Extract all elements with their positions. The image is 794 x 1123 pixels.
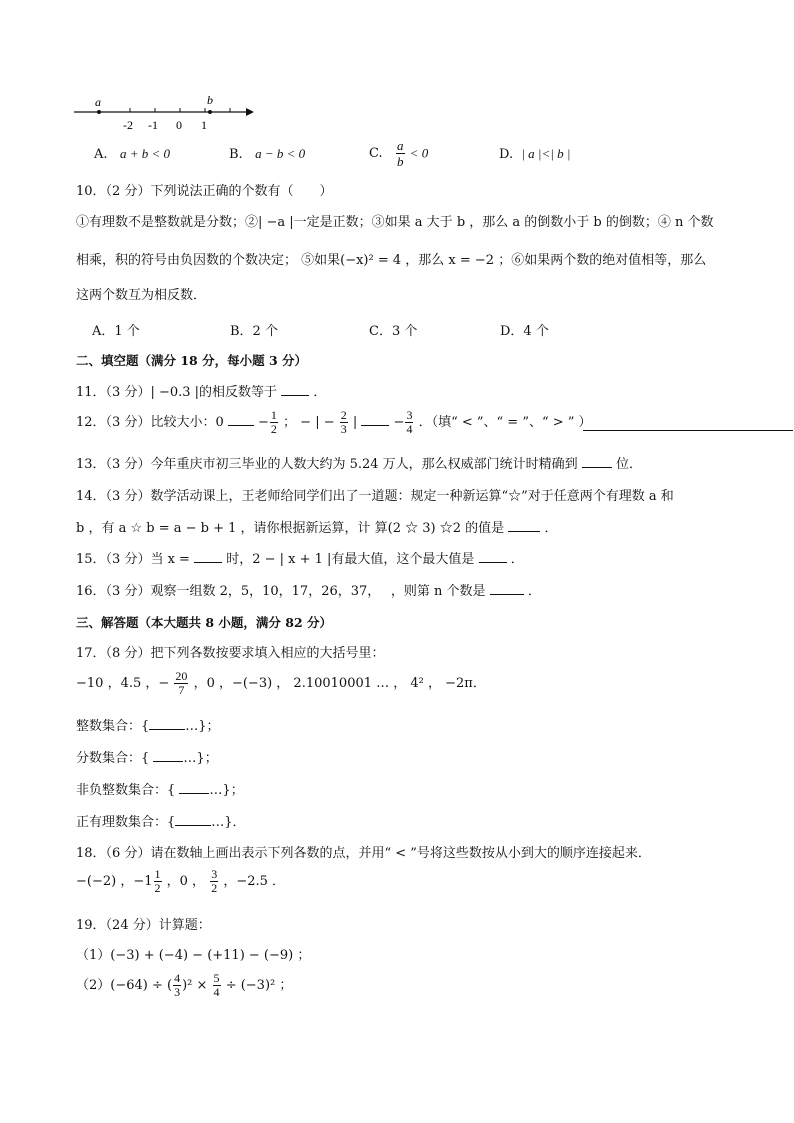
set-label: 非负整数集合：{ — [76, 783, 176, 798]
answer-blank[interactable] — [508, 519, 540, 532]
question-text: ． — [527, 584, 541, 599]
fraction-numerator: 1 — [270, 408, 277, 422]
q9-option-c — [369, 138, 428, 169]
set-end: …}； — [183, 751, 218, 766]
q10-line-3: 这两个数互为相反数． — [76, 288, 207, 303]
q10-option-b: B．2 个 — [230, 324, 278, 339]
fraction-numerator: 3 — [406, 408, 413, 422]
question-text: ，−2.5 ． — [223, 874, 286, 889]
answer-blank[interactable] — [582, 455, 612, 468]
fraction — [340, 409, 348, 436]
set-label: 整数集合：{ — [76, 719, 150, 734]
tick-label: -1 — [148, 118, 158, 132]
q17-numbers — [76, 670, 486, 697]
q13 — [76, 455, 642, 474]
fraction-denominator: 4 — [213, 985, 220, 999]
q14-line-1: 14．（3 分）数学活动课上，王老师给同学们出了一道题：规定一种新运算“☆”对于任意两个有理数 a 和 — [76, 489, 674, 504]
q9-option-b — [229, 146, 305, 162]
nonnegative-integer-set — [76, 781, 244, 800]
question-text: ÷ (−3)² ； — [225, 978, 293, 993]
question-text: 13．（3 分）今年重庆市初三毕业的人数大约为 5.24 万人，那么权威部门统计时精确到 — [76, 457, 578, 472]
question-text: ． — [544, 521, 558, 536]
set-end: …}． — [211, 815, 246, 830]
answer-blank[interactable] — [175, 813, 211, 826]
fraction — [213, 972, 221, 999]
number-line-arrow-icon — [246, 108, 254, 116]
integer-set — [76, 717, 220, 736]
number-line-figure — [70, 92, 270, 136]
fraction-numerator: 1 — [154, 867, 161, 881]
fraction-a-over-b — [396, 138, 405, 169]
fraction-denominator: 2 — [154, 881, 161, 895]
fraction-numerator: 3 — [211, 867, 218, 881]
answer-blank[interactable] — [228, 413, 254, 426]
question-text: ． — [313, 385, 327, 400]
fraction-denominator: 7 — [178, 683, 185, 697]
tick-label: 0 — [176, 118, 182, 132]
tick-label: -2 — [123, 118, 133, 132]
fraction — [405, 409, 413, 436]
question-text: −(−2) ，−1 — [76, 874, 153, 889]
q19-stem: 19．（24 分）计算题： — [76, 918, 211, 933]
set-label: 分数集合：{ — [76, 751, 150, 766]
question-text: ，0 ，−(−3) ， 2.10010001 … ， 4² ， −2π． — [193, 676, 486, 691]
answer-blank[interactable] — [194, 550, 222, 563]
option-letter: A. — [94, 147, 108, 162]
question-text: 时，2 − | x + 1 |有最大值，这个最大值是 — [226, 552, 475, 567]
fraction-numerator: 2 — [340, 408, 347, 422]
q19-part-1: （1）(−3) + (−4) − (+11) − (−9) ； — [76, 948, 311, 963]
question-text: 11．（3 分）| −0.3 |的相反数等于 — [76, 385, 278, 400]
answer-blank[interactable] — [281, 383, 309, 396]
fraction-denominator: b — [397, 154, 404, 169]
question-text: 15．（3 分）当 x = — [76, 552, 190, 567]
fraction-numerator: 4 — [174, 971, 181, 985]
fraction-numerator: 20 — [175, 669, 188, 683]
question-text: 位． — [615, 457, 642, 472]
fraction-denominator: 4 — [406, 422, 413, 436]
fraction-denominator: 2 — [211, 881, 218, 895]
fraction-numerator: a — [397, 138, 404, 153]
set-end: …}； — [185, 719, 220, 734]
option-expr: a + b < 0 — [119, 146, 170, 161]
q14-line-2 — [76, 519, 557, 538]
fraction-set — [76, 749, 218, 768]
question-text: ； − | − — [283, 415, 335, 430]
set-label: 正有理数集合：{ — [76, 815, 176, 830]
question-text: )² × — [182, 978, 208, 993]
answer-blank[interactable] — [490, 582, 524, 595]
set-end: …}； — [209, 783, 244, 798]
answer-blank[interactable] — [361, 413, 389, 426]
question-text: 12．（3 分）比较大小：0 — [76, 415, 224, 430]
fraction-denominator: 3 — [174, 985, 181, 999]
option-letter: B. — [229, 147, 243, 162]
fraction — [154, 868, 162, 895]
q11 — [76, 383, 326, 402]
point-b-label: b — [207, 93, 213, 107]
q9-option-d — [499, 146, 570, 162]
question-text: ．（填“ < ”、“ = ”、“ > ” ） — [418, 415, 592, 430]
question-text: 16．（3 分）观察一组数 2，5，10，17，26，37， ，则第 n 个数是 — [76, 584, 486, 599]
q17-stem: 17．（8 分）把下列各数按要求填入相应的大括号里： — [76, 646, 385, 661]
fraction — [210, 868, 218, 895]
positive-rational-set — [76, 813, 246, 832]
point-a-dot — [97, 110, 101, 114]
option-expr: < 0 — [409, 145, 429, 161]
question-text: ，0 ， — [166, 874, 206, 889]
q10-line-1: ①有理数不是整数就是分数；②| −a |一定是正数；③如果 a 大于 b ，那么 a 的倒数小于 b 的倒数；④ n 个数 — [76, 215, 714, 230]
fraction — [270, 409, 278, 436]
fraction-denominator: 3 — [340, 422, 347, 436]
q10-option-d: D．4 个 — [500, 324, 549, 339]
option-expr: | a |<| b | — [521, 146, 571, 161]
question-text: −10 ，4.5 ，− — [76, 676, 170, 691]
q16 — [76, 582, 541, 601]
fraction — [174, 670, 188, 697]
section-3-heading: 三、解答题（本大题共 8 小题，满分 82 分） — [76, 615, 333, 630]
q10-line-2: 相乘，积的符号由负因数的个数决定； ⑤如果(−x)² = 4 ，那么 x = −2 ；⑥如果两个数的绝对值相等，那么 — [76, 253, 707, 268]
q18-numbers — [76, 868, 285, 895]
q10-option-a: A．1 个 — [92, 324, 140, 339]
q15 — [76, 550, 524, 569]
option-expr: a − b < 0 — [255, 146, 306, 161]
q10-option-c: C．3 个 — [369, 324, 418, 339]
q9-option-a — [94, 146, 170, 162]
q12-rule-line — [583, 430, 793, 431]
q18-stem: 18．（6 分）请在数轴上画出表示下列各数的点，并用“ < ”号将这些数按从小到大的顺序连接起来． — [76, 846, 651, 861]
answer-blank[interactable] — [479, 550, 507, 563]
tick-label: 1 — [201, 118, 207, 132]
answer-blank[interactable] — [149, 717, 185, 730]
answer-blank[interactable] — [179, 781, 209, 794]
fraction-numerator: 5 — [213, 971, 220, 985]
q10-stem: 10．（2 分）下列说法正确的个数有（ ） — [76, 184, 333, 199]
question-text: ． — [510, 552, 524, 567]
option-letter: D. — [499, 147, 514, 162]
answer-blank[interactable] — [153, 749, 183, 762]
q19-part-2 — [76, 972, 292, 999]
fraction — [173, 972, 181, 999]
question-text: b ，有 a ☆ b = a − b + 1 ，请你根据新运算，计 算(2 ☆ 3) ☆2 的值是 — [76, 521, 505, 536]
section-2-heading: 二、填空题（满分 18 分，每小题 3 分） — [76, 353, 308, 368]
point-a-label: a — [95, 95, 101, 109]
option-letter: C. — [369, 146, 383, 161]
question-text: | — [352, 415, 358, 430]
question-text: （2）(−64) ÷ ( — [76, 978, 173, 993]
fraction-denominator: 2 — [270, 422, 277, 436]
point-b-dot — [208, 110, 212, 114]
q12: 12．（3 分）比较大小：0 − $\frac{1}{2}$ ； − | − $\frac{2}{3}$ | − $\frac{3}{4}$ ．（填“ < ”、“ = ”、“ > ” ） — [76, 408, 592, 436]
